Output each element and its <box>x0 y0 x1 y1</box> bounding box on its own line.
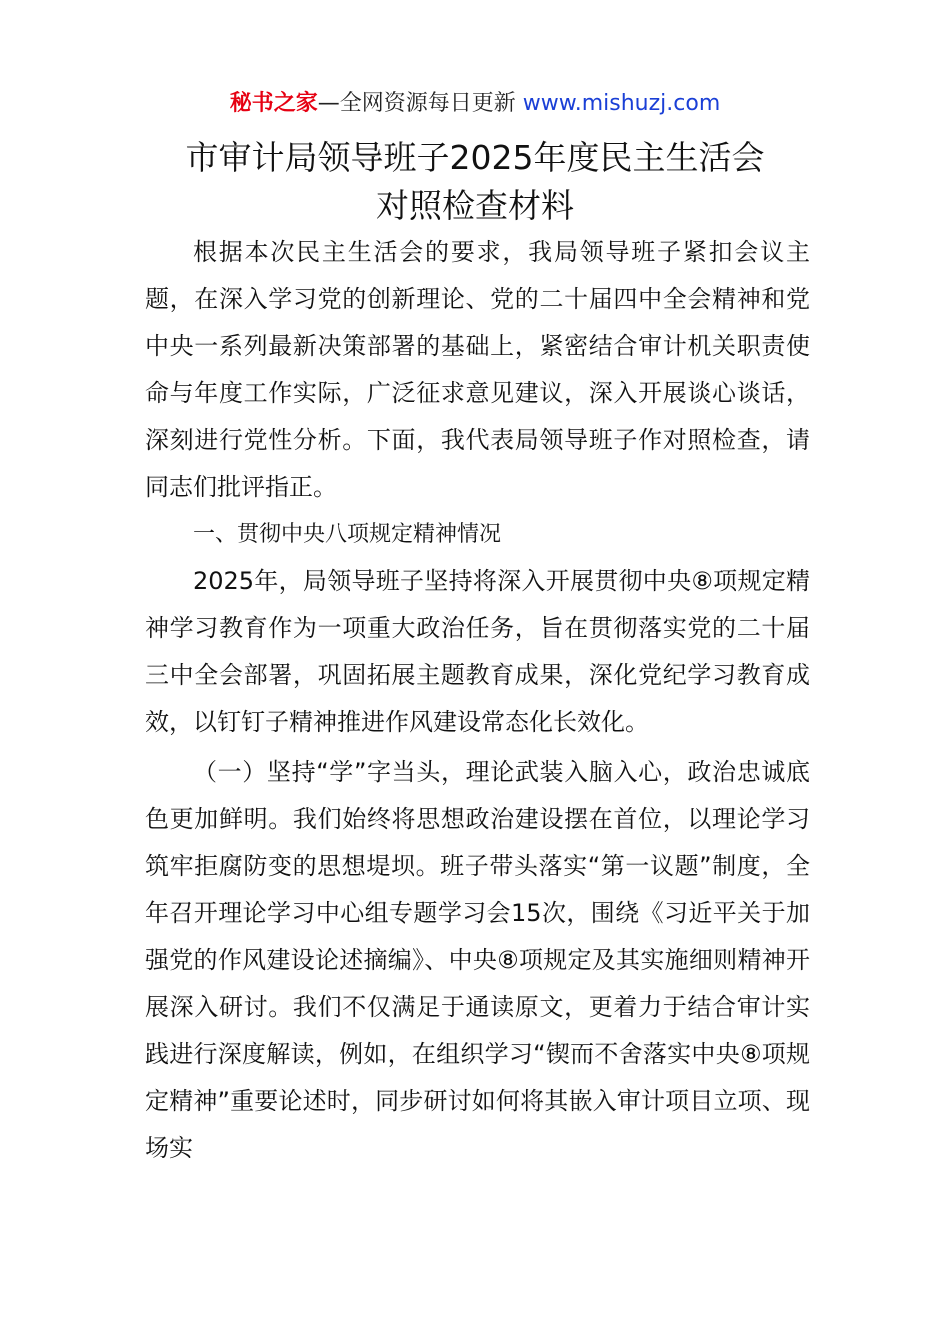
title-line-2: 对照检查材料 <box>376 186 574 225</box>
subsection-paragraph: （一）坚持“学”字当头，理论武装入脑入心，政治忠诚底色更加鲜明。我们始终将思想政治建设摆在首位，以理论学习筑牢拒腐防变的思想堤坝。班子带头落实“第一议题”制度，全年召开理论学习中心组专题学习会15次，围绕《习近平关于加强党的作风建设论述摘编》、中央⑧项规定及其实施细则精神开展深入研讨。我们不仅满足于通读原文，更着力于结合审计实践进行深度解读，例如，在组织学习“锲而不舍落实中央⑧项规定精神”重要论述时，同步研讨如何将其嵌入审计项目立项、现场实 <box>145 758 810 1162</box>
title-line-1: 市审计局领导班子2025年度民主生活会 <box>185 138 765 177</box>
site-header <box>0 88 950 120</box>
site-url-link[interactable]: www.mishuzj.com <box>522 91 721 116</box>
header-slogan: —全网资源每日更新 <box>317 91 516 116</box>
brand-name: 秘书之家 <box>229 91 318 116</box>
document-body <box>145 229 810 1172</box>
section-paragraph: 2025年，局领导班子坚持将深入开展贯彻中央⑧项规定精神学习教育作为一项重大政治任务，旨在贯彻落实党的二十届三中全会部署，巩固拓展主题教育成果，深化党纪学习教育成效，以钉钉子精神推进作风建设常态化长效化。 <box>145 567 810 736</box>
intro-paragraph: 根据本次民主生活会的要求，我局领导班子紧扣会议主题，在深入学习党的创新理论、党的二十届四中全会精神和党中央一系列最新决策部署的基础上，紧密结合审计机关职责使命与年度工作实际，广泛征求意见建议，深入开展谈心谈话，深刻进行党性分析。下面，我代表局领导班子作对照检查，请同志们批评指正。 <box>145 238 810 501</box>
section-heading: 一、贯彻中央八项规定精神情况 <box>193 522 502 547</box>
document-title <box>0 134 950 230</box>
